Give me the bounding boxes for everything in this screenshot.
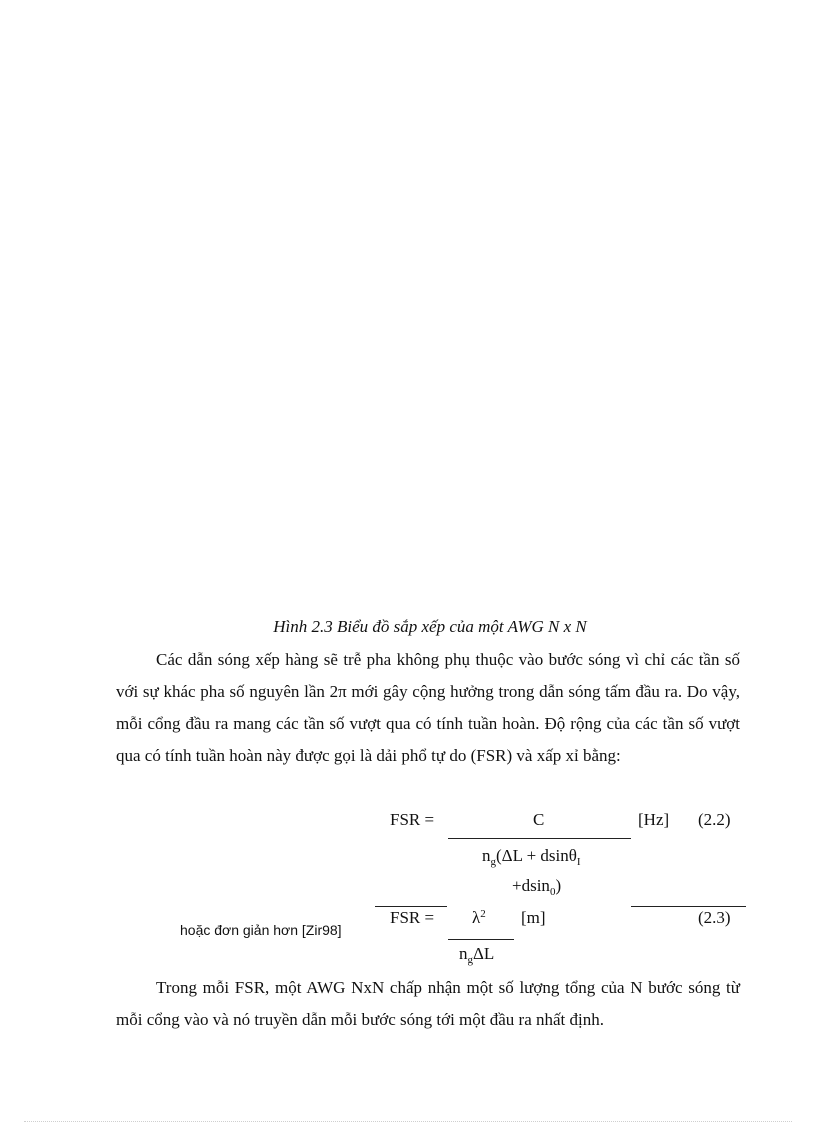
- paragraph-awg-fsr: [116, 972, 740, 1036]
- table-border-left: [375, 906, 447, 907]
- equation-numerator: C: [533, 810, 545, 829]
- paragraph-awg-fsr-text: Trong mỗi FSR, một AWG NxN chấp nhận một số lượng tổng của N bước sóng từ mỗi cổng vào và nó truyền dẫn mỗi bước sóng tới một đầu ra nhất định.: [116, 978, 740, 1029]
- equation-prefix: hoặc đơn giản hơn [Zir98]: [180, 922, 342, 938]
- denominator-expression: (ΔL + dsinθ: [496, 846, 577, 865]
- equation-number: (2.3): [698, 908, 731, 927]
- paragraph-awg-phase: [116, 644, 740, 772]
- equation-lhs: FSR =: [390, 908, 435, 927]
- equation-denominator-line2: [512, 876, 561, 898]
- denominator-symbol: n: [459, 944, 468, 963]
- denominator-symbol: n: [482, 846, 491, 865]
- table-border-right: [631, 906, 746, 907]
- denominator-subscript: g: [467, 954, 473, 966]
- lambda-symbol: λ: [472, 908, 481, 927]
- page-bottom-divider: [24, 1121, 792, 1122]
- denominator-expression: ΔL: [473, 944, 495, 963]
- equation-unit: [Hz]: [638, 810, 670, 829]
- denominator-line2-expression: +dsin: [512, 876, 550, 895]
- numerator-exponent: 2: [480, 908, 486, 920]
- figure-caption: Hình 2.3 Biểu đồ sắp xếp của một AWG N x N: [273, 617, 587, 636]
- equation-unit: [m]: [521, 908, 546, 927]
- equation-denominator-line1: [482, 846, 581, 868]
- equation-denominator: [459, 944, 494, 966]
- equation-number: (2.2): [698, 810, 731, 829]
- denominator-subscript: g: [490, 856, 496, 868]
- denominator-line2-close: ): [555, 876, 562, 895]
- fraction-bar: [448, 838, 631, 839]
- equation-numerator: [472, 908, 486, 928]
- fraction-bar: [448, 939, 514, 940]
- denominator-line2-subscript: 0: [549, 886, 556, 898]
- paragraph-awg-phase-text: Các dẫn sóng xếp hàng sẽ trễ pha không phụ thuộc vào bước sóng vì chỉ các tần số với sự khác pha số nguyên lần 2π mới gây cộng hưởng trong dẫn sóng tấm đầu ra. Do vậy, mỗi cổng đầu ra mang các tần số vượt qua có tính tuần hoàn. Độ rộng của các tần số vượt qua có tính tuần hoàn này được gọi là dải phổ tự do (FSR) và xấp xỉ bằng:: [116, 650, 740, 765]
- denominator-subscript-2: I: [576, 856, 581, 868]
- equation-lhs: FSR =: [390, 810, 435, 829]
